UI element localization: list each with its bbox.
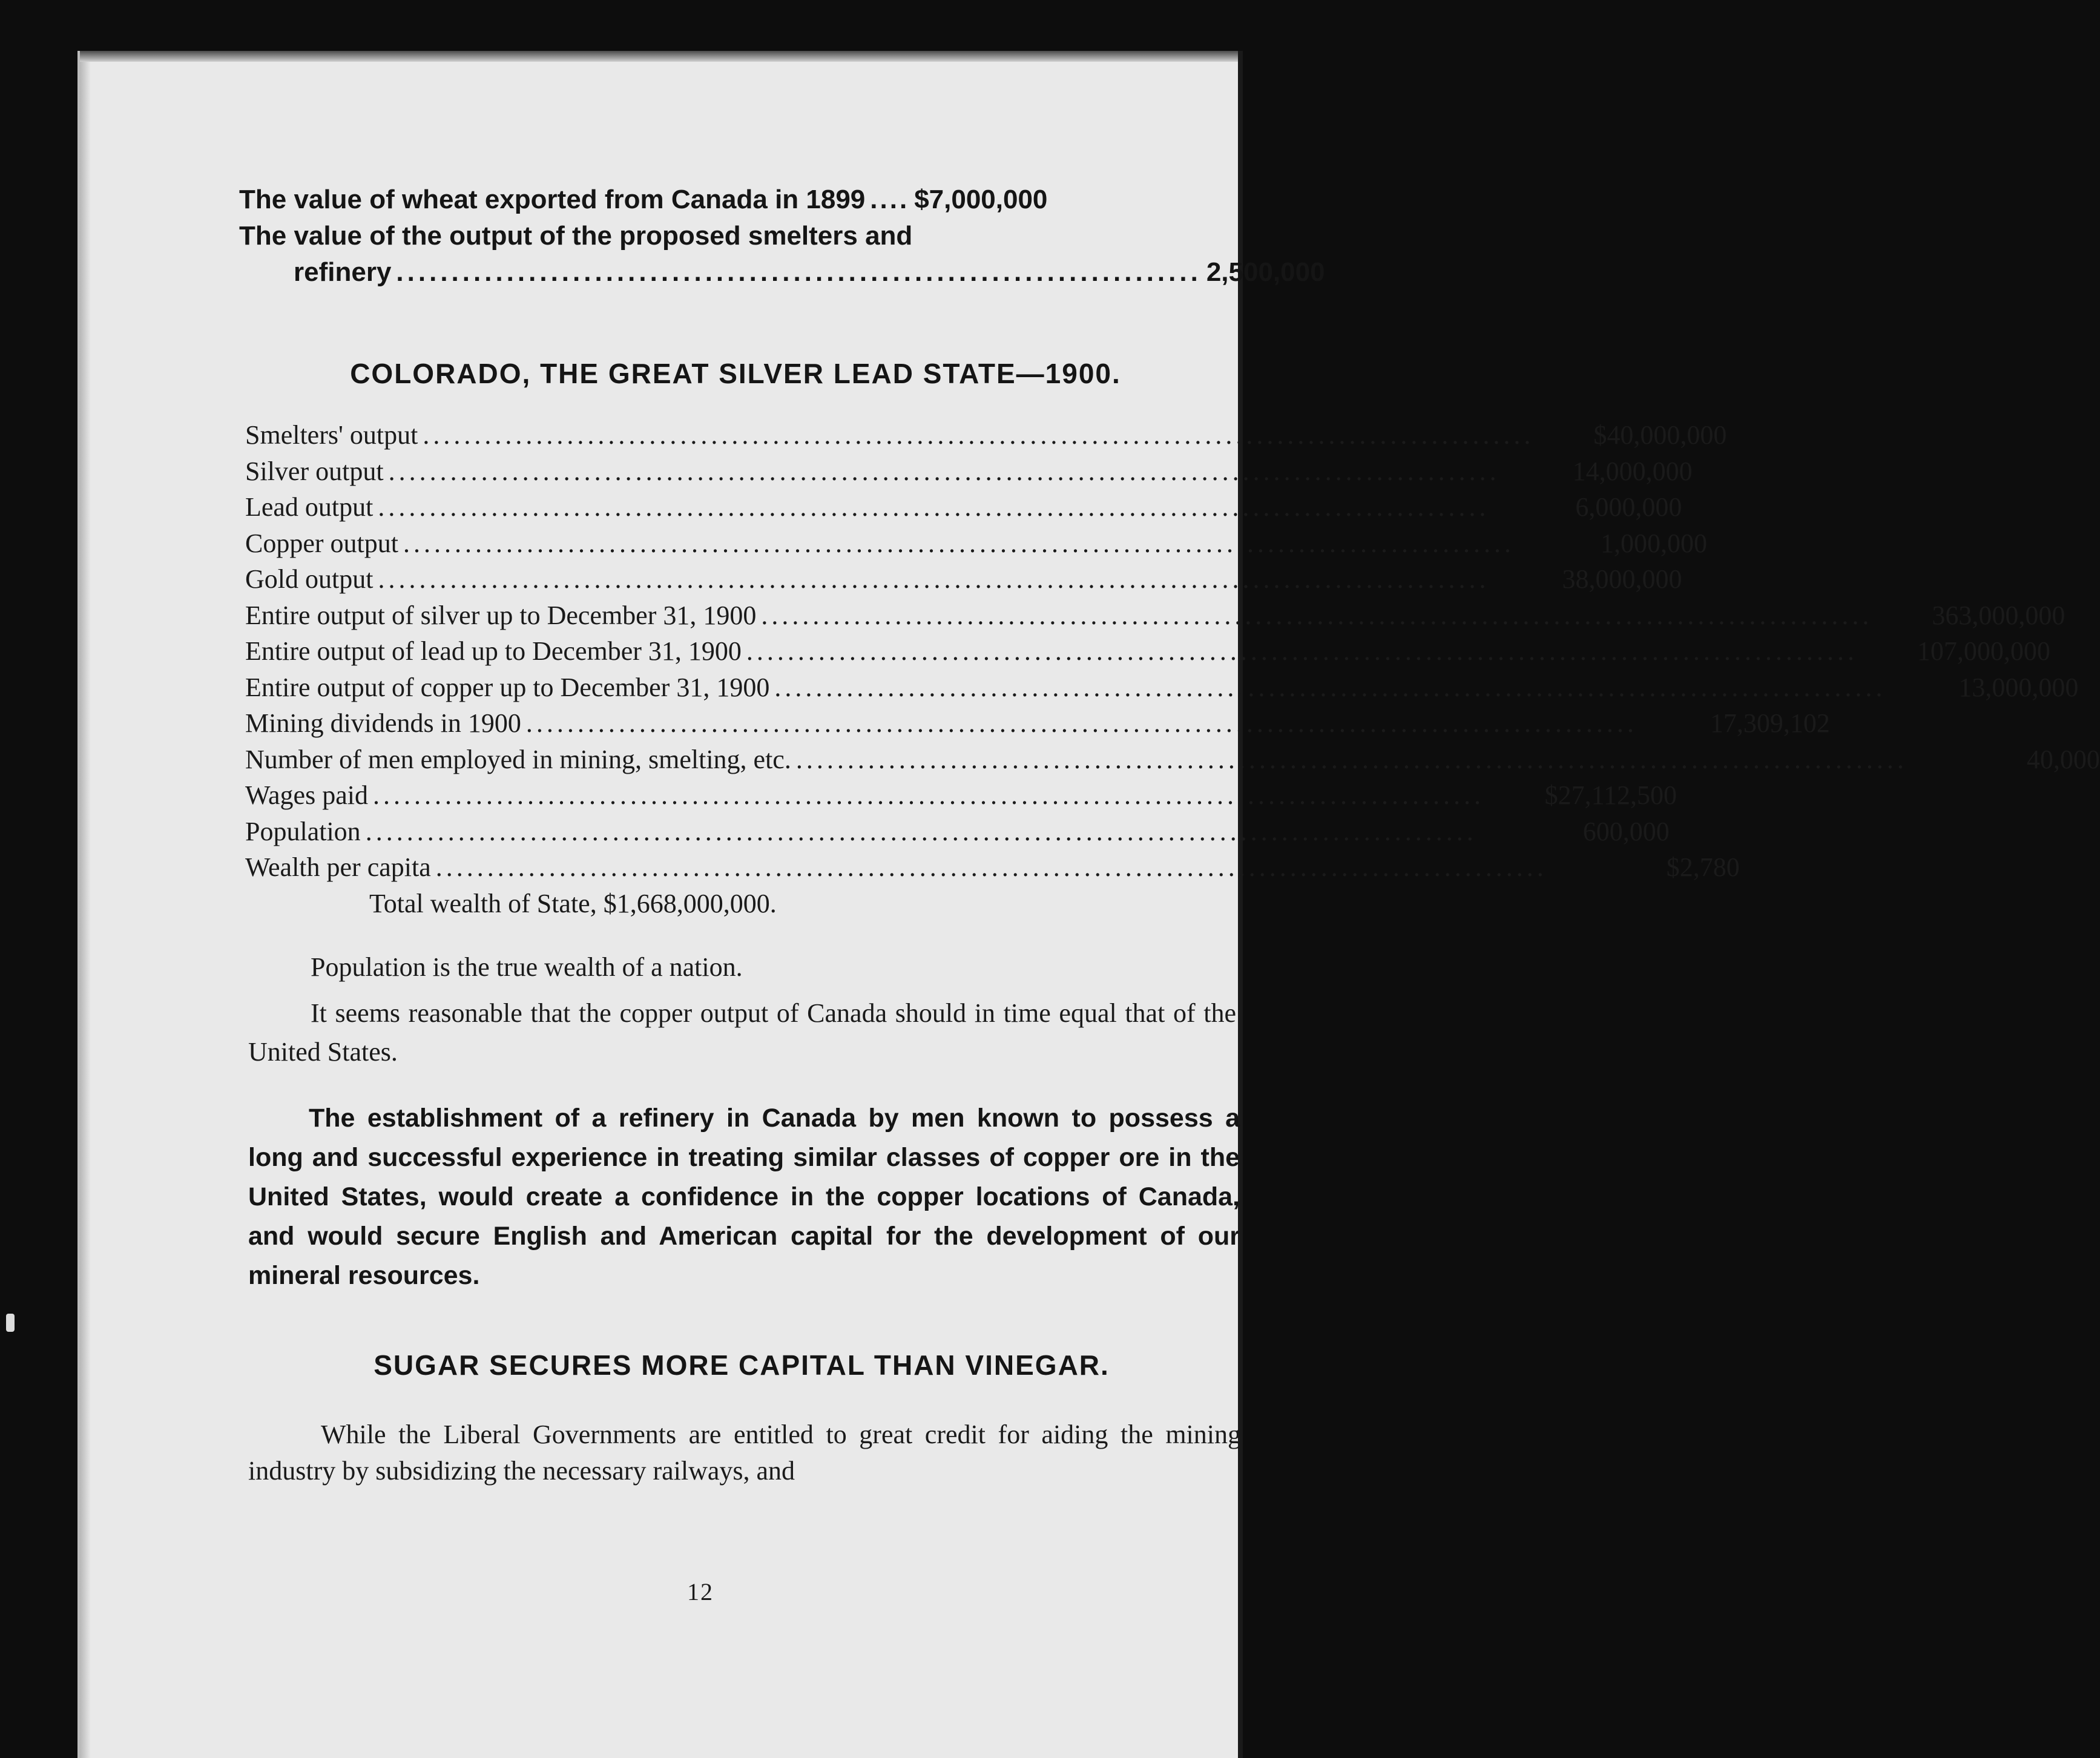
stats-row-value: $2,780 xyxy=(1666,852,1740,882)
stats-row-label: Wages paid xyxy=(245,780,368,810)
leader-dots: .... xyxy=(870,185,910,214)
stats-row-label: Copper output xyxy=(245,528,398,558)
stats-row-value: 363,000,000 xyxy=(1932,600,2065,630)
page-content xyxy=(160,182,2100,1489)
stats-row xyxy=(245,670,2079,706)
stats-row-value: 6,000,000 xyxy=(1575,492,1682,522)
colorado-stats-table xyxy=(245,417,2100,919)
smelter-output-line: The value of the output of the proposed smelters and xyxy=(239,221,913,251)
leader-dots: ............................................................................................................ xyxy=(372,780,1484,810)
stats-row xyxy=(245,633,2050,670)
total-wealth-line: Total wealth of State, $1,668,000,000. xyxy=(369,888,777,918)
leader-dots: ............................................................................................................ xyxy=(795,744,1907,774)
leader-dots: ............................................................................................................ xyxy=(774,672,1886,702)
leader-dots: ............................................................................................................ xyxy=(435,852,1547,882)
stats-row-label: Wealth per capita xyxy=(245,852,431,882)
refinery-line xyxy=(239,254,1325,291)
leader-dots: ............................................................................................................ xyxy=(388,456,1500,486)
refinery-paragraph: The establishment of a refinery in Canada by men known to possess a long and successful experience in treating similar classes of copper ore in the United States, would create a confidence in the copper locations of Canada, and would secure English and American capital for the development of our mineral resources. xyxy=(248,1103,1240,1290)
leader-dots: ............................................................................................................ xyxy=(378,564,1490,594)
wheat-export-value: $7,000,000 xyxy=(914,185,1048,214)
stats-row xyxy=(245,453,1693,490)
stats-row xyxy=(245,777,1677,814)
leader-dots: ............................................................................................................ xyxy=(378,492,1490,522)
stats-row xyxy=(245,489,1682,525)
stats-row-value: 40,000 xyxy=(2026,744,2100,774)
leader-dots: ............................................................................................................ xyxy=(525,708,1638,738)
stats-row-value: 600,000 xyxy=(1582,816,1670,846)
scan-side-mark xyxy=(6,1314,15,1332)
leader-dots: ............................................................................................................ xyxy=(423,420,1535,450)
stats-row-label: Silver output xyxy=(245,456,384,486)
stats-row-value: 14,000,000 xyxy=(1572,456,1693,486)
stats-row xyxy=(245,417,1727,453)
refinery-label: refinery xyxy=(294,257,392,287)
wheat-export-label: The value of wheat exported from Canada in 1899 xyxy=(239,185,866,214)
stats-row xyxy=(245,525,1707,562)
stats-row-label: Number of men employed in mining, smelting, etc. xyxy=(245,744,791,774)
stats-row-label: Entire output of copper up to December 31, 1900 xyxy=(245,672,770,702)
stats-row-label: Population xyxy=(245,816,361,846)
stats-row-value: $40,000,000 xyxy=(1593,420,1727,450)
refinery-value: 2,500,000 xyxy=(1206,257,1325,287)
stats-row xyxy=(245,705,1830,742)
stats-row xyxy=(245,598,2065,634)
leader-dots: ............................................................................................................ xyxy=(365,816,1477,846)
leader-dots: ............................................................................................................ xyxy=(761,600,1873,630)
colorado-heading: COLORADO, THE GREAT SILVER LEAD STATE—1900. xyxy=(350,358,1121,389)
copper-paragraph: It seems reasonable that the copper output of Canada should in time equal that of the United States. xyxy=(248,998,1236,1067)
page-number: 12 xyxy=(687,1578,714,1605)
stats-row xyxy=(245,849,1740,886)
population-paragraph: Population is the true wealth of a nation. xyxy=(311,952,743,982)
stats-row-value: 13,000,000 xyxy=(1958,672,2079,702)
sugar-paragraph: While the Liberal Governments are entitled to great credit for aiding the mining industry by subsidizing the necessary railways, and xyxy=(248,1419,1241,1486)
page-left-shadow xyxy=(80,51,91,1758)
stats-row-label: Entire output of silver up to December 31, 1900 xyxy=(245,600,757,630)
leader-dots: ............................................................................................................ xyxy=(746,636,1858,666)
stats-row xyxy=(245,742,2100,778)
leader-dots: ............................................................................................................ xyxy=(403,528,1515,558)
intro-block xyxy=(239,182,1325,291)
leader-dots: ......................................................................... xyxy=(396,257,1202,287)
stats-row xyxy=(245,561,1682,598)
page-top-edge xyxy=(80,51,1243,62)
page-right-edge xyxy=(1238,51,1243,1758)
stats-row-label: Smelters' output xyxy=(245,420,418,450)
stats-row-label: Mining dividends in 1900 xyxy=(245,708,521,738)
stats-row-value: $27,112,500 xyxy=(1544,780,1677,810)
stats-row-value: 38,000,000 xyxy=(1562,564,1682,594)
stats-row xyxy=(245,814,1670,850)
stats-row-label: Entire output of lead up to December 31, 1900 xyxy=(245,636,742,666)
sugar-heading: SUGAR SECURES MORE CAPITAL THAN VINEGAR. xyxy=(374,1349,1110,1381)
wheat-export-line xyxy=(239,182,1214,218)
stats-row-value: 1,000,000 xyxy=(1600,528,1707,558)
stats-row-label: Gold output xyxy=(245,564,374,594)
stats-row-label: Lead output xyxy=(245,492,374,522)
stats-row-value: 107,000,000 xyxy=(1917,636,2050,666)
stats-row-value: 17,309,102 xyxy=(1710,708,1830,738)
